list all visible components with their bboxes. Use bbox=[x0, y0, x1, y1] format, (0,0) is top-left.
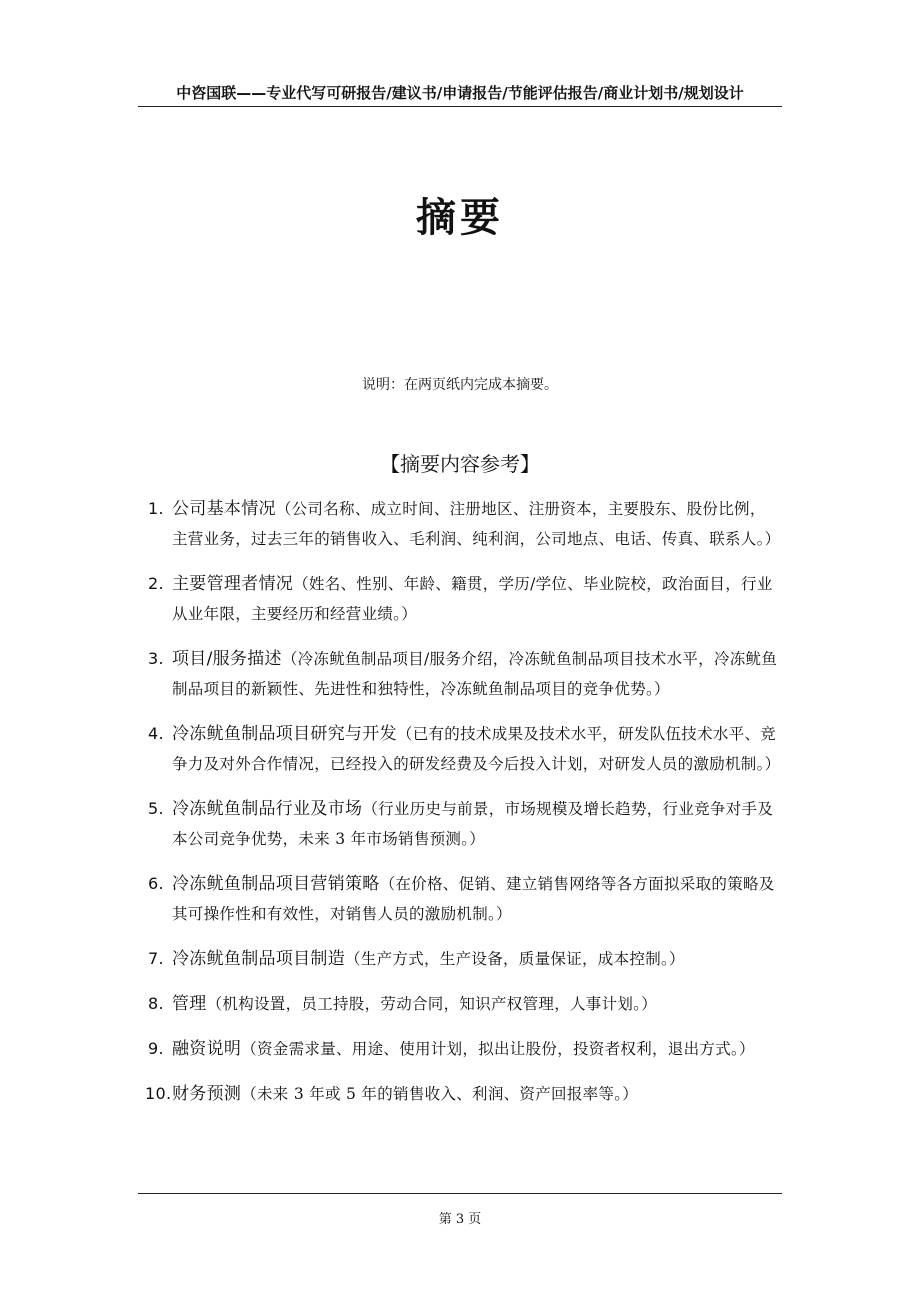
page-number: 第 3 页 bbox=[438, 1212, 482, 1227]
page-header: 中咨国联——专业代写可研报告/建议书/申请报告/节能评估报告/商业计划书/规划设计 bbox=[176, 84, 744, 102]
item-label: 冷冻鱿鱼制品项目营销策略 bbox=[172, 874, 380, 894]
item-label: 主要管理者情况 bbox=[172, 574, 294, 594]
item-label: 管理 bbox=[172, 994, 207, 1014]
item-description: （冷冻鱿鱼制品项目/服务介绍，冷冻鱿鱼制品项目技术水平，冷冻鱿鱼制品项目的新颖性、先进性和独特性，冷冻鱿鱼制品项目的竞争优势。） bbox=[172, 650, 778, 698]
list-item bbox=[148, 644, 778, 704]
item-number: 10. bbox=[145, 1084, 172, 1103]
item-number: 4. bbox=[148, 724, 164, 743]
item-label: 公司基本情况 bbox=[172, 499, 276, 519]
item-number: 2. bbox=[148, 574, 164, 593]
item-number: 1. bbox=[148, 499, 164, 518]
item-label: 财务预测 bbox=[172, 1084, 242, 1104]
item-label: 项目/服务描述 bbox=[172, 649, 282, 669]
item-number: 6. bbox=[148, 874, 164, 893]
list-item bbox=[145, 1079, 778, 1109]
item-description: （资金需求量、用途、使用计划，拟出让股份，投资者权利，退出方式。） bbox=[241, 1040, 755, 1058]
list-item bbox=[148, 569, 778, 629]
list-item bbox=[148, 989, 778, 1019]
item-number: 3. bbox=[148, 649, 164, 668]
list-item bbox=[148, 869, 778, 929]
list-item bbox=[148, 494, 781, 554]
instruction-note: 说明：在两页纸内完成本摘要。 bbox=[362, 377, 558, 393]
item-description: （姓名、性别、年龄、籍贯，学历/学位、毕业院校，政治面目，行业从业年限，主要经历和经营业绩。） bbox=[172, 575, 773, 623]
page-title: 摘要 bbox=[416, 194, 504, 241]
item-number: 5. bbox=[148, 799, 164, 818]
header-divider bbox=[138, 106, 782, 107]
item-description: （公司名称、成立时间、注册地区、注册资本，主要股东、股份比例，主营业务，过去三年的销售收入、毛利润、纯利润，公司地点、电话、传真、联系人。） bbox=[172, 500, 781, 548]
item-description: （生产方式，生产设备，质量保证，成本控制。） bbox=[345, 950, 685, 968]
item-number: 9. bbox=[148, 1039, 164, 1058]
item-number: 8. bbox=[148, 994, 164, 1013]
list-item bbox=[148, 944, 778, 974]
item-label: 冷冻鱿鱼制品行业及市场 bbox=[172, 799, 363, 819]
list-item bbox=[148, 1034, 778, 1064]
item-description: （已有的技术成果及技术水平，研发队伍技术水平、竞争力及对外合作情况，已经投入的研发经费及今后投入计划，对研发人员的激励机制。） bbox=[172, 725, 781, 773]
item-label: 融资说明 bbox=[172, 1039, 242, 1059]
item-label: 冷冻鱿鱼制品项目制造 bbox=[172, 949, 345, 969]
item-description: （在价格、促销、建立销售网络等各方面拟采取的策略及其可操作性和有效性，对销售人员的激励机制。） bbox=[172, 875, 775, 923]
footer-divider bbox=[138, 1193, 782, 1194]
item-number: 7. bbox=[148, 949, 164, 968]
summary-items-list bbox=[145, 494, 781, 1124]
item-description: （行业历史与前景，市场规模及增长趋势，行业竞争对手及本公司竞争优势，未来 3 年市场销售预测。） bbox=[172, 800, 774, 848]
list-item bbox=[148, 719, 781, 779]
list-item bbox=[148, 794, 778, 854]
item-description: （机构设置，员工持股，劳动合同，知识产权管理，人事计划。） bbox=[206, 995, 658, 1013]
item-label: 冷冻鱿鱼制品项目研究与开发 bbox=[172, 724, 397, 744]
item-description: （未来 3 年或 5 年的销售收入、利润、资产回报率等。） bbox=[241, 1085, 639, 1103]
reference-heading: 【摘要内容参考】 bbox=[380, 452, 540, 476]
